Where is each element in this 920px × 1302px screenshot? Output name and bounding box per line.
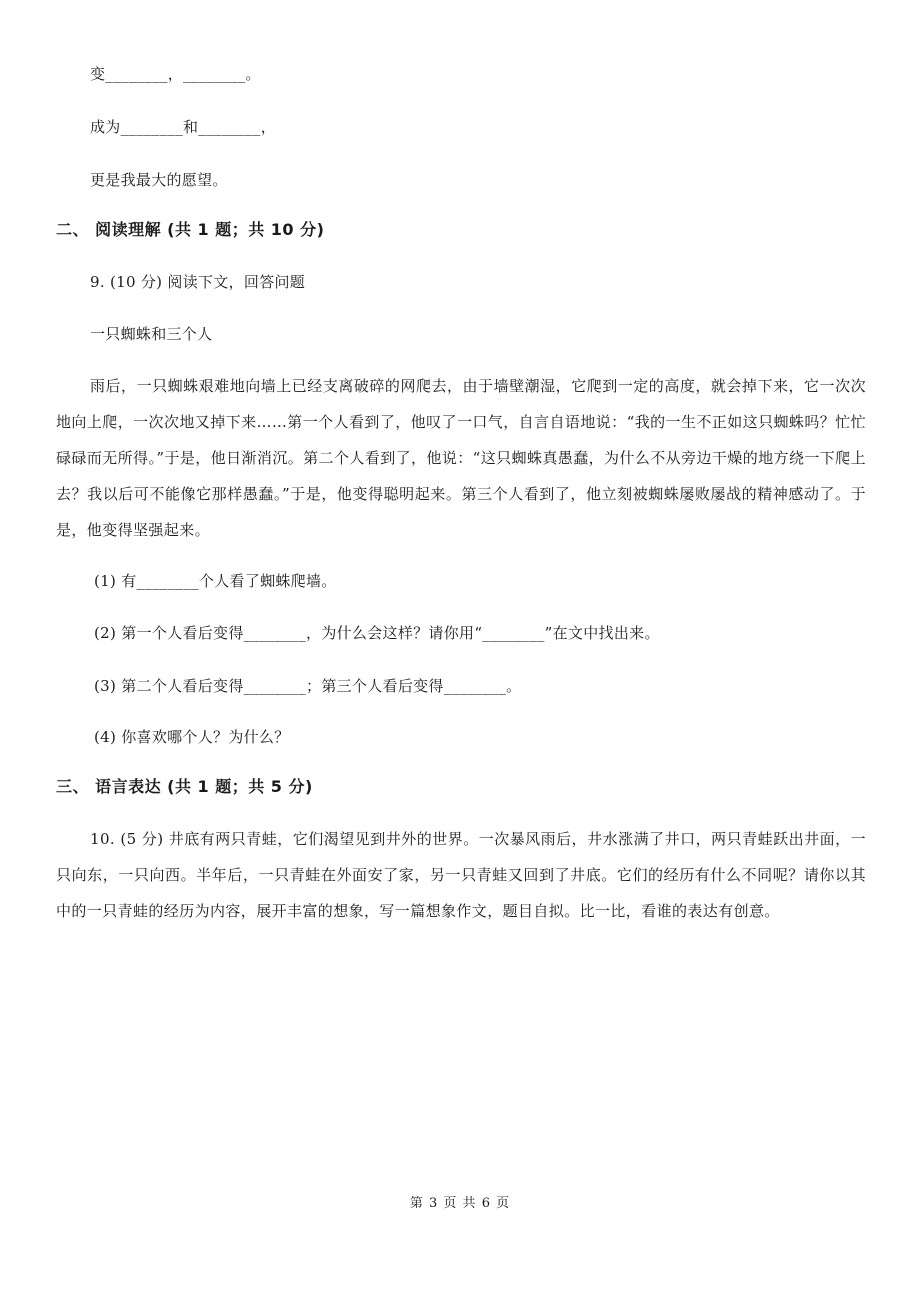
poem-line-2: 成为________和________， <box>90 118 277 136</box>
sub-question-1: (1) 有________个人看了蜘蛛爬墙。 <box>94 572 337 590</box>
question-9-stem: 9. (10 分) 阅读下文，回答问题 <box>90 273 306 291</box>
section-2-heading: 二、 阅读理解 (共 1 题；共 10 分) <box>56 220 325 239</box>
story-title: 一只蜘蛛和三个人 <box>90 325 213 343</box>
question-10 <box>56 821 866 929</box>
sub-question-2: (2) 第一个人看后变得________，为什么会这样？请你用“________”在文中找出来。 <box>94 624 660 642</box>
question-10-text: 10. (5 分) 井底有两只青蛙，它们渴望见到井外的世界。一次暴风雨后，井水涨满了井口，两只青蛙跃出井面，一只向东，一只向西。半年后，一只青蛙在外面安了家，另一只青蛙又回到了井底。它们的经历有什么不同呢？请你以其中的一只青蛙的经历为内容，展开丰富的想象，写一篇想象作文，题目自拟。比一比，看谁的表达有创意。 <box>56 830 866 920</box>
section-3-heading: 三、 语言表达 (共 1 题；共 5 分) <box>56 777 313 796</box>
page-footer: 第 3 页 共 6 页 <box>409 1196 511 1211</box>
story-passage-text: 雨后，一只蜘蛛艰难地向墙上已经支离破碎的网爬去，由于墙壁潮湿，它爬到一定的高度，就会掉下来，它一次次地向上爬，一次次地又掉下来……第一个人看到了，他叹了一口气，自言自语地说：“我的一生不正如这只蜘蛛吗？忙忙碌碌而无所得。”于是，他日渐消沉。第二个人看到了，他说：“这只蜘蛛真愚蠢，为什么不从旁边干燥的地方绕一下爬上去？我以后可不能像它那样愚蠢。”于是，他变得聪明起来。第三个人看到了，他立刻被蜘蛛屡败屡战的精神感动了。于是，他变得坚强起来。 <box>56 377 866 539</box>
sub-question-4: (4) 你喜欢哪个人？为什么？ <box>94 728 290 746</box>
story-passage <box>56 368 866 548</box>
poem-line-3: 更是我最大的愿望。 <box>90 171 228 189</box>
poem-line-1: 变________，________。 <box>90 65 261 83</box>
sub-question-3: (3) 第二个人看后变得________；第三个人看后变得________。 <box>94 677 522 695</box>
